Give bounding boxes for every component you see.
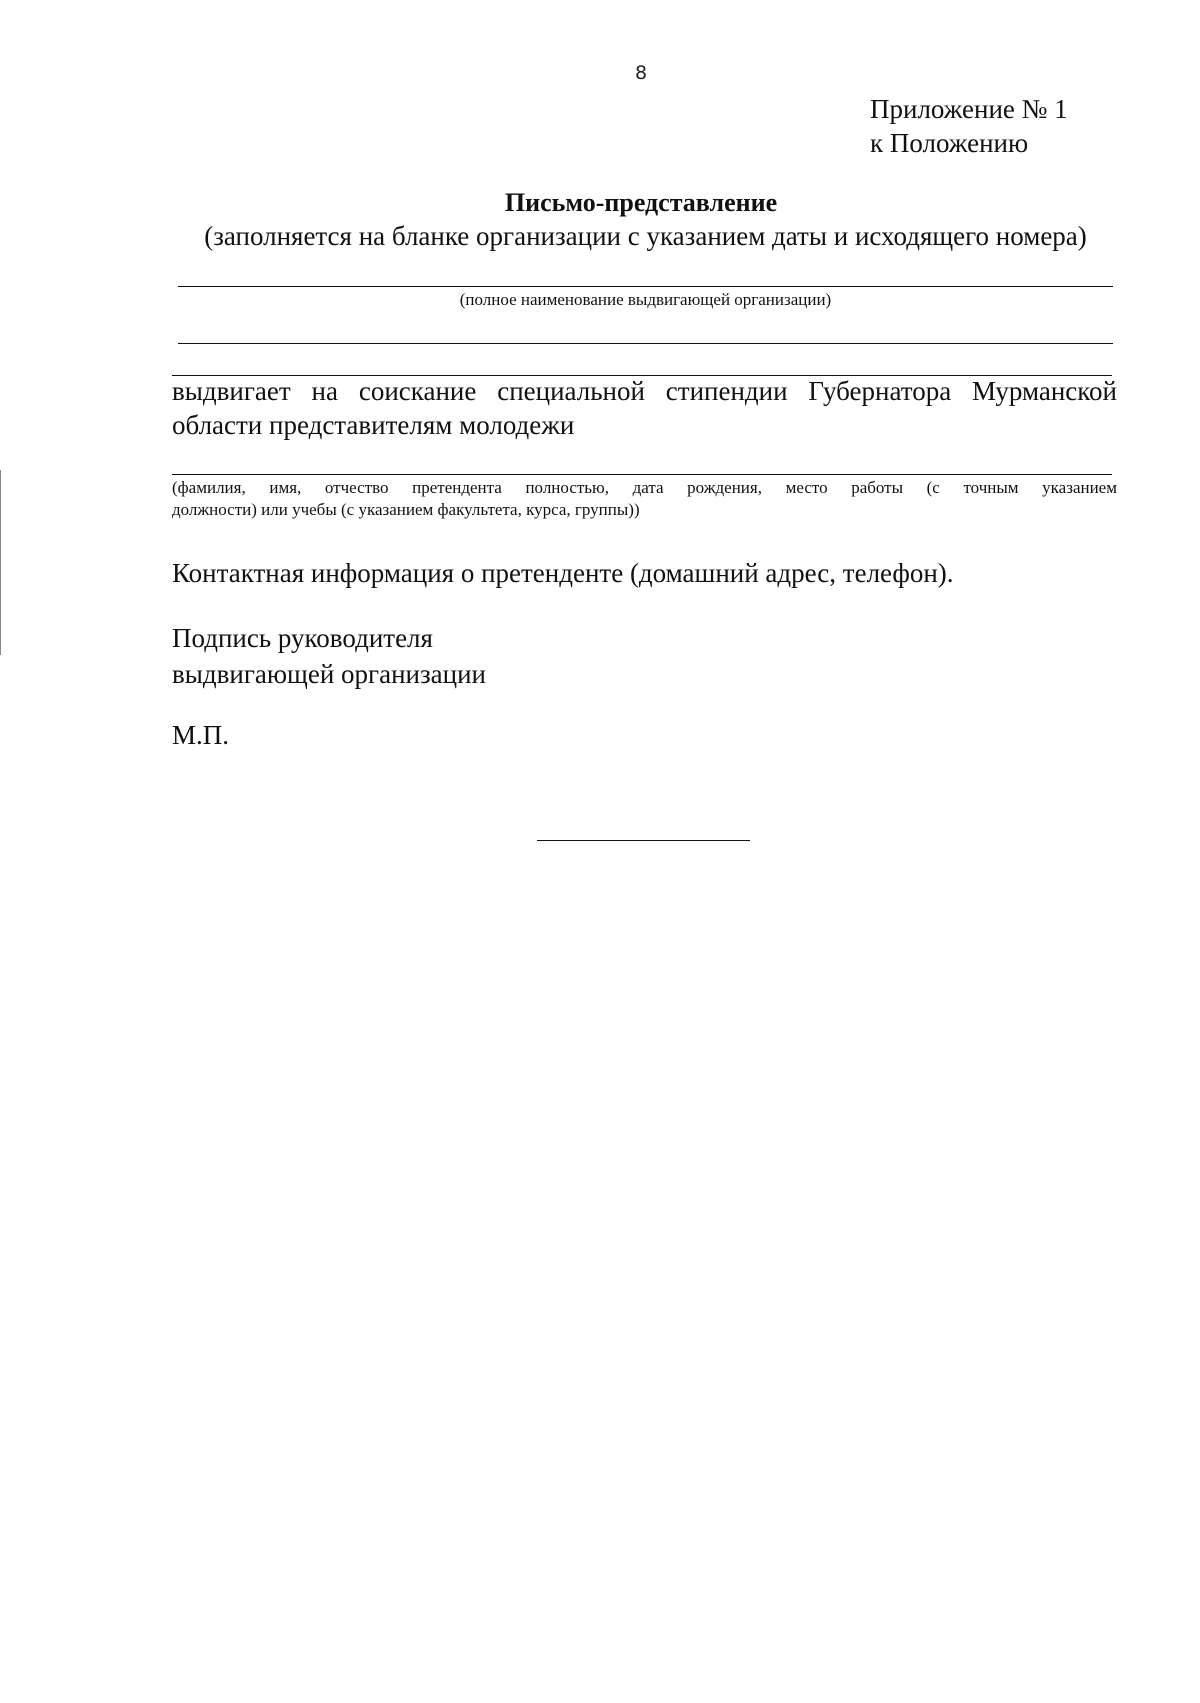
org-name-line	[178, 286, 1113, 287]
appendix-line-2: к Положению	[870, 128, 1029, 158]
contact-info: Контактная информация о претенденте (домашний адрес, телефон).	[172, 558, 954, 588]
nomination-line-2: области представителям молодежи	[172, 410, 575, 440]
end-divider	[537, 840, 750, 841]
document-subtitle: (заполняется на бланке организации с указанием даты и исходящего номера)	[204, 221, 1087, 251]
nomination-text	[172, 374, 1117, 442]
candidate-caption-line-1: (фамилия, имя, отчество претендента полностью, дата рождения, место работы (с точным указанием	[172, 478, 1117, 497]
org-name-caption: (полное наименование выдвигающей организации)	[459, 290, 832, 309]
document-title: Письмо-представление	[504, 188, 778, 217]
appendix-line-1: Приложение № 1	[870, 94, 1068, 124]
candidate-caption-line-2: должности) или учебы (с указанием факультета, курса, группы))	[172, 500, 640, 519]
scan-edge-mark	[0, 470, 1, 655]
signature-line-2: выдвигающей организации	[172, 659, 486, 689]
signature-line-1: Подпись руководителя	[172, 623, 433, 653]
appendix-reference	[870, 92, 1068, 160]
nomination-line-1: выдвигает на соискание специальной стипендии Губернатора Мурманской	[172, 376, 1117, 406]
candidate-line	[172, 474, 1112, 475]
org-name-line-2	[178, 343, 1113, 344]
stamp-place: М.П.	[172, 720, 230, 750]
candidate-caption	[172, 477, 1117, 521]
page-number: 8	[634, 62, 648, 84]
signature-block	[172, 620, 486, 692]
